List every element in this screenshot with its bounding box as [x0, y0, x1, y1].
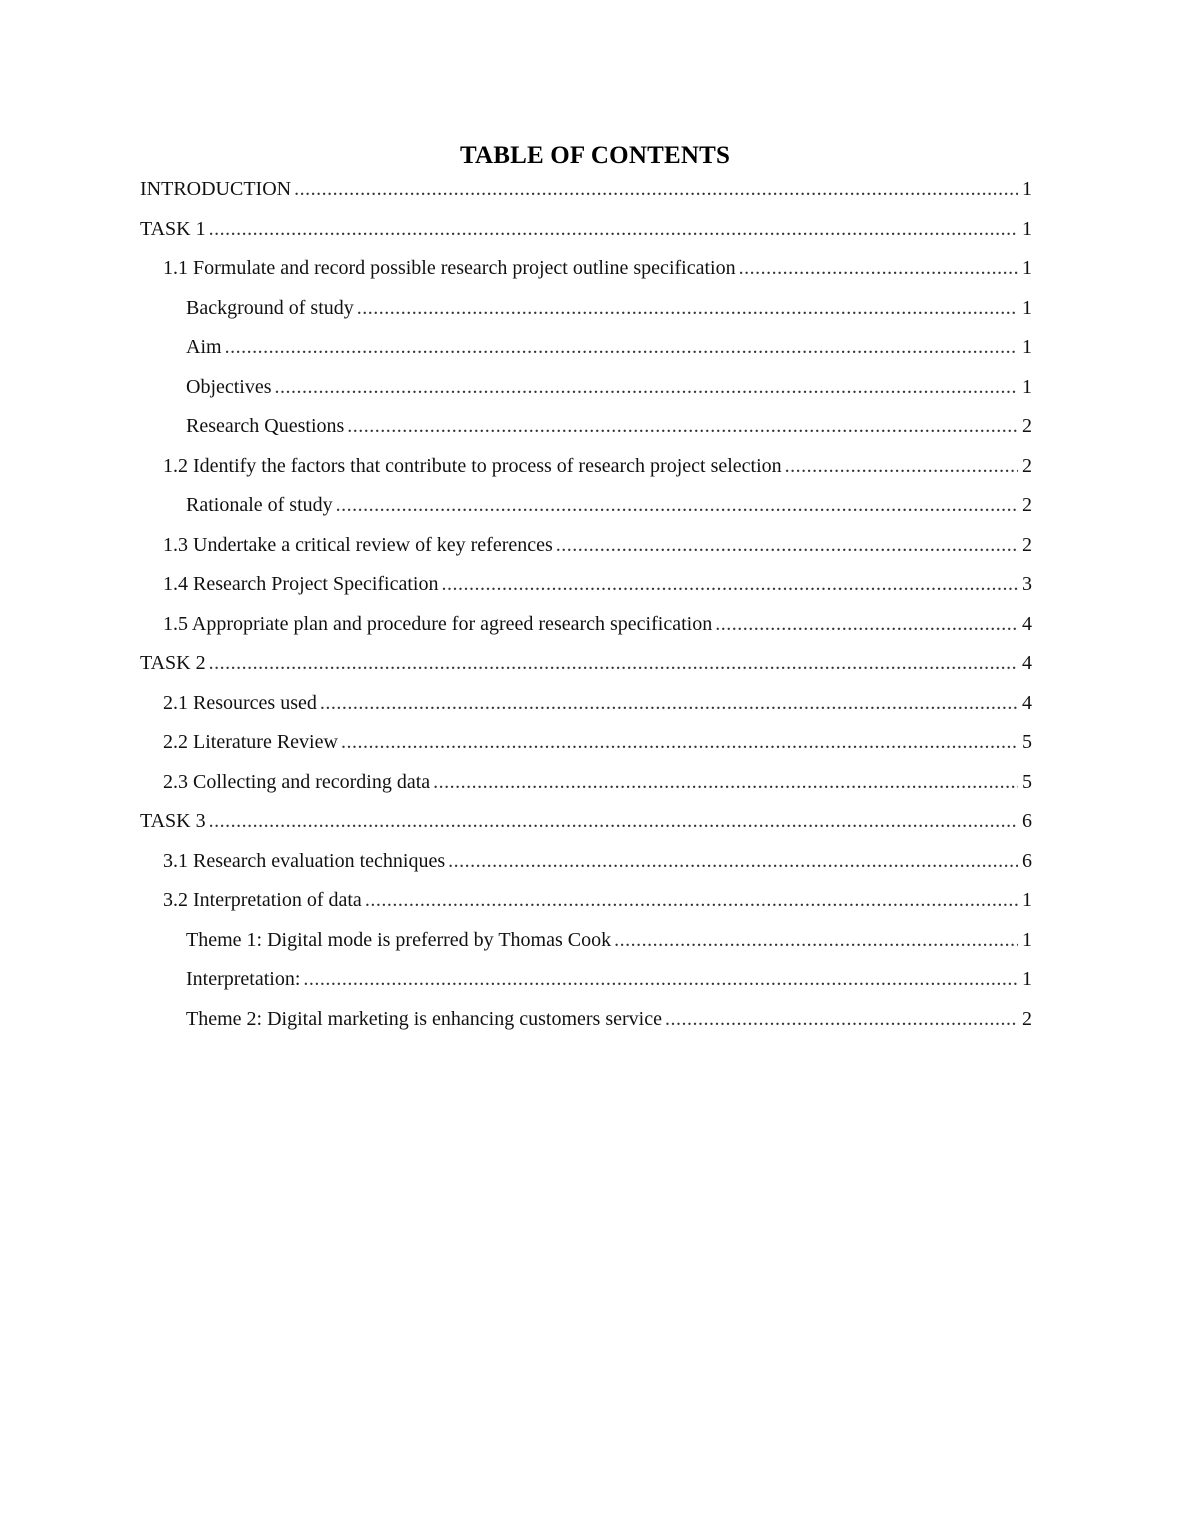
toc-entry[interactable]: [140, 526, 1032, 566]
toc-entry-text: Interpretation:: [186, 968, 301, 990]
toc-dot-leader: [341, 723, 1018, 763]
toc-page-number: 3: [1022, 573, 1032, 595]
toc-entry[interactable]: [140, 605, 1032, 645]
toc-entry[interactable]: [140, 328, 1032, 368]
toc-entry-text: Theme 2: Digital marketing is enhancing customers service: [186, 1007, 662, 1030]
toc-entry[interactable]: [140, 486, 1032, 526]
toc-dot-leader: [336, 486, 1018, 526]
toc-dot-leader: [209, 644, 1018, 684]
toc-page-number: 4: [1022, 612, 1032, 635]
toc-entry-text: 1.5 Appropriate plan and procedure for agreed research specification: [163, 612, 713, 635]
toc-entry[interactable]: [140, 289, 1032, 329]
toc-entry-text: 2.1 Resources used: [163, 691, 317, 714]
toc-page-number: 4: [1022, 652, 1032, 674]
toc-entry-text: Research Questions: [186, 415, 345, 437]
toc-dot-leader: [294, 170, 1018, 210]
toc-entry-text: 1.1 Formulate and record possible research project outline specification: [163, 257, 736, 279]
toc-entry-text: 1.2 Identify the factors that contribute to process of research project selection: [163, 454, 782, 477]
toc-dot-leader: [347, 407, 1018, 447]
toc-page-number: 1: [1022, 217, 1032, 240]
toc-dot-leader: [556, 526, 1018, 566]
toc-entry[interactable]: [140, 407, 1032, 447]
toc-dot-leader: [739, 249, 1018, 289]
toc-dot-leader: [785, 447, 1018, 487]
toc-entry[interactable]: [140, 802, 1032, 842]
toc-page-number: 6: [1022, 810, 1032, 832]
toc-page-number: 1: [1022, 178, 1032, 200]
toc-dot-leader: [275, 368, 1018, 408]
toc-entry[interactable]: [140, 881, 1032, 921]
toc-page-number: 6: [1022, 849, 1032, 872]
toc-page-number: 1: [1022, 375, 1032, 398]
toc-entry-text: 2.3 Collecting and recording data: [163, 770, 431, 793]
toc-page-number: 4: [1022, 691, 1032, 714]
toc-page-number: 1: [1022, 336, 1032, 358]
toc-page-number: 5: [1022, 731, 1032, 753]
toc-entry-text: Objectives: [186, 375, 272, 398]
toc-entry-text: 3.1 Research evaluation techniques: [163, 849, 446, 872]
toc-entry[interactable]: [140, 368, 1032, 408]
toc-dot-leader: [365, 881, 1018, 921]
toc-dot-leader: [614, 921, 1018, 961]
toc-entry-text: TASK 3: [140, 810, 206, 832]
toc-dot-leader: [303, 960, 1018, 1000]
toc-entry-text: 1.4 Research Project Specification: [163, 573, 439, 595]
toc-entry[interactable]: [140, 723, 1032, 763]
toc-page-number: 2: [1022, 415, 1032, 437]
toc-page-number: 2: [1022, 1007, 1032, 1030]
toc-entry-text: TASK 2: [140, 652, 206, 674]
toc-entry-text: 3.2 Interpretation of data: [163, 889, 362, 911]
toc-entry[interactable]: [140, 684, 1032, 724]
toc-page-number: 2: [1022, 533, 1032, 556]
toc-dot-leader: [433, 763, 1018, 803]
toc-dot-leader: [448, 842, 1018, 882]
toc-dot-leader: [441, 565, 1018, 605]
toc-dot-leader: [357, 289, 1018, 329]
toc-page-number: 1: [1022, 928, 1032, 951]
toc-page-number: 1: [1022, 296, 1032, 319]
toc-dot-leader: [320, 684, 1018, 724]
toc-entry[interactable]: [140, 249, 1032, 289]
toc-page-number: 1: [1022, 889, 1032, 911]
toc-entry[interactable]: [140, 960, 1032, 1000]
toc-page-number: 5: [1022, 770, 1032, 793]
toc-page-number: 2: [1022, 494, 1032, 516]
toc-page-number: 1: [1022, 257, 1032, 279]
toc-entry[interactable]: [140, 763, 1032, 803]
toc-title: TABLE OF CONTENTS: [459, 142, 731, 169]
toc-dot-leader: [225, 328, 1018, 368]
toc-entry[interactable]: [140, 210, 1032, 250]
toc-entry-text: Rationale of study: [186, 494, 333, 516]
toc-entry-text: TASK 1: [140, 217, 206, 240]
toc-entry-text: 1.3 Undertake a critical review of key references: [163, 533, 553, 556]
toc-entry-text: Theme 1: Digital mode is preferred by Thomas Cook: [186, 928, 612, 951]
toc-page-number: 2: [1022, 454, 1032, 477]
toc-dot-leader: [209, 210, 1018, 250]
toc-entry-text: INTRODUCTION: [140, 178, 292, 200]
toc-entry-text: Background of study: [186, 296, 354, 319]
toc-dot-leader: [209, 802, 1018, 842]
toc-entry-text: Aim: [186, 336, 222, 358]
toc-dot-leader: [715, 605, 1018, 645]
toc-entry[interactable]: [140, 842, 1032, 882]
toc-entry[interactable]: [140, 447, 1032, 487]
toc-entry[interactable]: [140, 170, 1032, 210]
toc-entry[interactable]: [140, 565, 1032, 605]
toc-list: [140, 170, 1032, 1039]
toc-entry[interactable]: [140, 921, 1032, 961]
toc-entry-text: 2.2 Literature Review: [163, 731, 338, 753]
toc-entry[interactable]: [140, 644, 1032, 684]
toc-entry[interactable]: [140, 1000, 1032, 1040]
toc-dot-leader: [665, 1000, 1018, 1040]
toc-page-number: 1: [1022, 968, 1032, 990]
